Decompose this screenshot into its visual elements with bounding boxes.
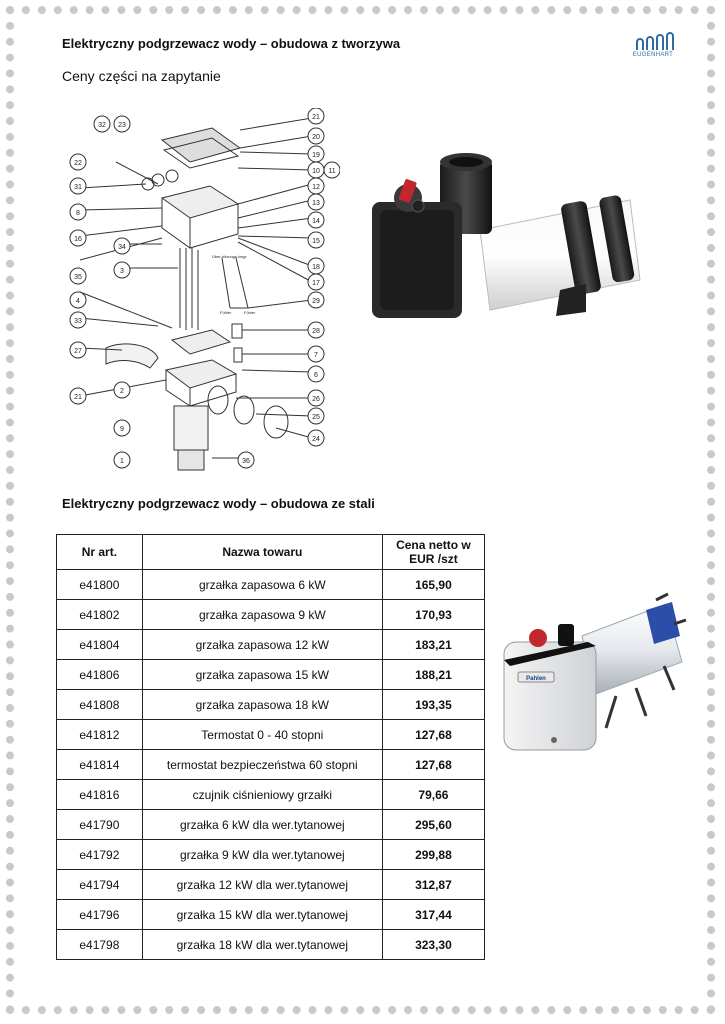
callout-10: 10: [312, 168, 320, 175]
article-no: e41806: [57, 660, 143, 690]
header-product-name: Nazwa towaru: [142, 535, 382, 570]
callout-25: 25: [312, 414, 320, 421]
table-row: [57, 870, 485, 900]
callout-31: 31: [74, 184, 82, 191]
table-row: [57, 720, 485, 750]
callout-32: 32: [98, 122, 106, 129]
product-name: termostat bezpieczeństwa 60 stopni: [142, 750, 382, 780]
callout-29: 29: [312, 298, 320, 305]
net-price: 317,44: [382, 900, 484, 930]
header-article-no: Nr art.: [57, 535, 143, 570]
net-price: 127,68: [382, 750, 484, 780]
callout-21-right: 21: [312, 114, 320, 121]
product-name: czujnik ciśnieniowy grzałki: [142, 780, 382, 810]
net-price: 295,60: [382, 810, 484, 840]
article-no: e41800: [57, 570, 143, 600]
callout-27: 27: [74, 348, 82, 355]
product-name: grzałka 12 kW dla wer.tytanowej: [142, 870, 382, 900]
callout-19: 19: [312, 152, 320, 159]
product-name: grzałka 15 kW dla wer.tytanowej: [142, 900, 382, 930]
net-price: 323,30: [382, 930, 484, 960]
article-no: e41812: [57, 720, 143, 750]
callout-12: 12: [312, 184, 320, 191]
table-row: [57, 570, 485, 600]
callout-11: 11: [328, 168, 336, 175]
price-table: [56, 534, 485, 960]
callout-22: 22: [74, 160, 82, 167]
article-no: e41804: [57, 630, 143, 660]
table-row: [57, 630, 485, 660]
header-net-price: Cena netto w EUR /szt: [382, 535, 484, 570]
net-price: 79,66: [382, 780, 484, 810]
table-row: [57, 780, 485, 810]
table-header-row: [57, 535, 485, 570]
net-price: 299,88: [382, 840, 484, 870]
callout-24: 24: [312, 436, 320, 443]
article-no: e41814: [57, 750, 143, 780]
product-name: grzałka 18 kW dla wer.tytanowej: [142, 930, 382, 960]
label-sensor-1: Fühler: [220, 310, 232, 315]
eugenhart-logo: [630, 30, 676, 64]
callout-7: 7: [314, 352, 318, 359]
callout-18: 18: [312, 264, 320, 271]
section-title-steel: Elektryczny podgrzewacz wody – obudowa ze stali: [62, 496, 375, 511]
page-title: Elektryczny podgrzewacz wody – obudowa z tworzywa: [62, 36, 401, 51]
callout-23: 23: [118, 122, 126, 129]
callout-3: 3: [120, 268, 124, 275]
article-no: e41798: [57, 930, 143, 960]
article-no: e41816: [57, 780, 143, 810]
callout-13: 13: [312, 200, 320, 207]
callout-28: 28: [312, 328, 320, 335]
net-price: 170,93: [382, 600, 484, 630]
callout-16: 16: [74, 236, 82, 243]
callout-26: 26: [312, 396, 320, 403]
article-no: e41792: [57, 840, 143, 870]
table-row: [57, 930, 485, 960]
callout-36: 36: [242, 458, 250, 465]
callout-35: 35: [74, 274, 82, 281]
callout-15: 15: [312, 238, 320, 245]
logo-wordmark: EUGENHART: [632, 52, 674, 58]
product-name: Termostat 0 - 40 stopni: [142, 720, 382, 750]
table-row: [57, 600, 485, 630]
table-row: [57, 840, 485, 870]
exploded-parts-diagram: [62, 108, 340, 478]
product-name: grzałka 9 kW dla wer.tytanowej: [142, 840, 382, 870]
label-sensor-2: Fühler: [244, 310, 256, 315]
net-price: 188,21: [382, 660, 484, 690]
table-row: [57, 690, 485, 720]
callout-34: 34: [118, 244, 126, 251]
callout-21-left: 21: [74, 394, 82, 401]
label-overheat-limiter: Über-hitzungs-begr.: [212, 254, 248, 259]
article-no: e41796: [57, 900, 143, 930]
table-row: [57, 810, 485, 840]
callout-1: 1: [120, 458, 124, 465]
product-name: grzałka zapasowa 18 kW: [142, 690, 382, 720]
callout-4: 4: [76, 298, 80, 305]
page-subtitle: Ceny części na zapytanie: [62, 68, 221, 84]
product-name: grzałka zapasowa 9 kW: [142, 600, 382, 630]
plastic-heater-photo: [360, 140, 660, 360]
article-no: e41790: [57, 810, 143, 840]
net-price: 165,90: [382, 570, 484, 600]
net-price: 193,35: [382, 690, 484, 720]
table-row: [57, 750, 485, 780]
product-name: grzałka zapasowa 6 kW: [142, 570, 382, 600]
steel-heater-photo: [496, 566, 692, 766]
table-row: [57, 660, 485, 690]
callout-20: 20: [312, 134, 320, 141]
article-no: e41794: [57, 870, 143, 900]
callout-14: 14: [312, 218, 320, 225]
article-no: e41808: [57, 690, 143, 720]
article-no: e41802: [57, 600, 143, 630]
product-name: grzałka zapasowa 12 kW: [142, 630, 382, 660]
net-price: 183,21: [382, 630, 484, 660]
net-price: 127,68: [382, 720, 484, 750]
product-name: grzałka zapasowa 15 kW: [142, 660, 382, 690]
pahlen-brand-label: Pahlen: [526, 676, 546, 682]
callout-33: 33: [74, 318, 82, 325]
callout-9: 9: [120, 426, 124, 433]
table-row: [57, 900, 485, 930]
callout-17: 17: [312, 280, 320, 287]
callout-8: 8: [76, 210, 80, 217]
product-name: grzałka 6 kW dla wer.tytanowej: [142, 810, 382, 840]
callout-6: 6: [314, 372, 318, 379]
diagram-callouts-left: [70, 116, 130, 468]
callout-2: 2: [120, 388, 124, 395]
net-price: 312,87: [382, 870, 484, 900]
